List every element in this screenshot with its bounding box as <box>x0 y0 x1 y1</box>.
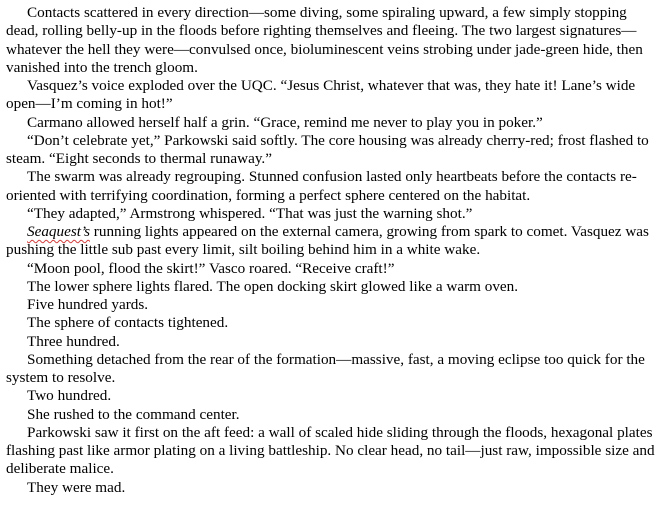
paragraph-13: Something detached from the rear of the formation—massive, fast, a moving eclipse too quick for the system to resolve. <box>6 350 645 386</box>
paragraph-10: Five hundred yards. <box>27 296 149 313</box>
paragraph-7-text: running lights appeared on the external camera, growing from spark to comet. Vasquez was pushing the little sub past every limit, silt boiling behind him in a white wake. <box>6 223 649 259</box>
paragraph-15: She rushed to the command center. <box>27 405 240 423</box>
paragraph-2: Vasquez’s voice exploded over the UQC. “Jesus Christ, whatever that was, they hate it! Lane’s wide open—I’m coming in hot!” <box>6 77 636 113</box>
paragraph-8: “Moon pool, flood the skirt!” Vasco roared. “Receive craft!” <box>27 259 395 277</box>
ship-name-italic: Seaquest’s <box>27 223 90 240</box>
paragraph-7 <box>6 223 658 260</box>
paragraph-16: Parkowski saw it first on the aft feed: a wall of scaled hide sliding through the floods, hexagonal plates flashing past like armor plating on a living battleship. No clear head, no tail—just raw, impossible size and deliberate malice. <box>6 423 655 478</box>
paragraph-1: Contacts scattered in every direction—some diving, some spiraling upward, a few simply stopping dead, rolling belly-up in the floods before righting themselves and fleeing. The two largest signatures—whatever the hell they were—convulsed once, bioluminescent veins strobing under jade-green hide, then vanished into the trench gloom. <box>6 4 643 76</box>
paragraph-4: “Don’t celebrate yet,” Parkowski said softly. The core housing was already cherry-red; frost flashed to steam. “Eight seconds to thermal runaway.” <box>6 131 649 167</box>
paragraph-5: The swarm was already regrouping. Stunned confusion lasted only heartbeats before the contacts re-oriented with terrifying coordination, forming a perfect sphere centered on the habitat. <box>6 168 637 204</box>
paragraph-11: The sphere of contacts tightened. <box>27 314 229 332</box>
paragraph-14: Two hundred. <box>27 387 112 405</box>
paragraph-6: “They adapted,” Armstrong whispered. “That was just the warning shot.” <box>27 204 473 222</box>
paragraph-17: They were mad. <box>27 478 126 496</box>
paragraph-3: Carmano allowed herself half a grin. “Grace, remind me never to play you in poker.” <box>27 113 543 131</box>
document-page <box>6 4 658 497</box>
paragraph-12: Three hundred. <box>27 332 120 350</box>
paragraph-9: The lower sphere lights flared. The open docking skirt glowed like a warm oven. <box>27 277 519 295</box>
